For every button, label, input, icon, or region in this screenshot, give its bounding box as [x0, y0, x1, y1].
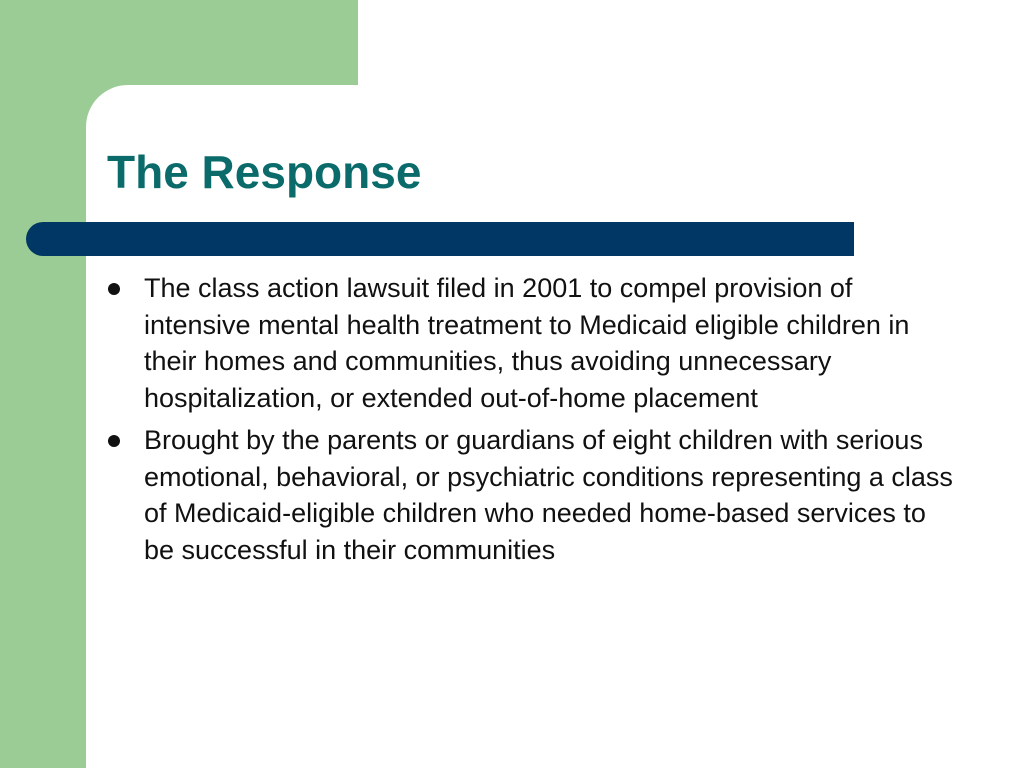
bullet-list — [104, 270, 954, 574]
bullet-item — [104, 270, 954, 416]
green-accent-strip — [0, 0, 86, 768]
bullet-dot-icon — [108, 283, 120, 295]
bullet-item — [104, 422, 954, 568]
bullet-text: Brought by the parents or guardians of eight children with serious emotional, behavioral, or psychiatric conditions representing a class of Medicaid-eligible children who needed home-based services to be successful in their communities — [144, 425, 953, 565]
title-underline-bar — [26, 222, 854, 256]
slide-title: The Response — [107, 146, 422, 198]
bullet-text: The class action lawsuit filed in 2001 to compel provision of intensive mental health treatment to Medicaid eligible children in their homes and communities, thus avoiding unnecessary hospitalization, or extended out-of-home placement — [144, 273, 910, 413]
bullet-dot-icon — [108, 435, 120, 447]
